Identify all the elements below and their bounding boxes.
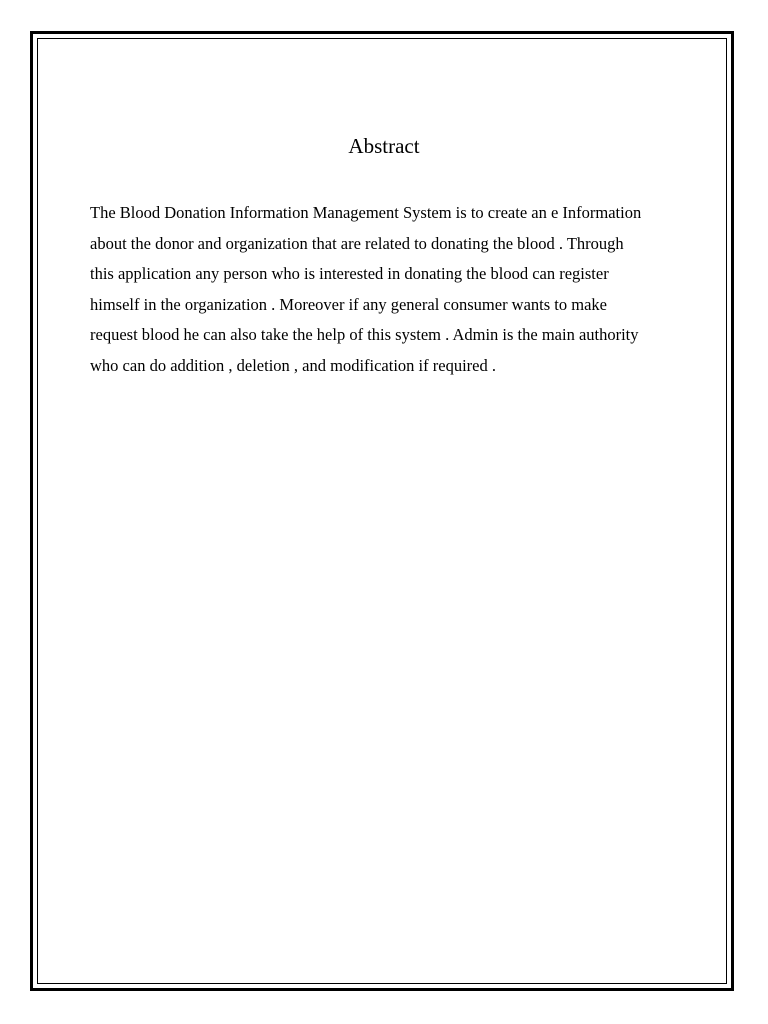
abstract-line: who can do addition , deletion , and modification if required .: [90, 355, 496, 375]
abstract-line: request blood he can also take the help of this system . Admin is the main authority: [90, 325, 639, 345]
abstract-line: about the donor and organization that are related to donating the blood . Through: [90, 233, 624, 253]
page-border-inner: [37, 38, 727, 984]
abstract-line: this application any person who is interested in donating the blood can register: [90, 264, 609, 284]
abstract-paragraph: [90, 198, 690, 382]
abstract-line: himself in the organization . Moreover if any general consumer wants to make: [90, 294, 607, 314]
page-border: [30, 31, 734, 991]
abstract-line: The Blood Donation Information Management System is to create an e Information: [90, 203, 642, 222]
page-title: Abstract: [348, 134, 420, 158]
